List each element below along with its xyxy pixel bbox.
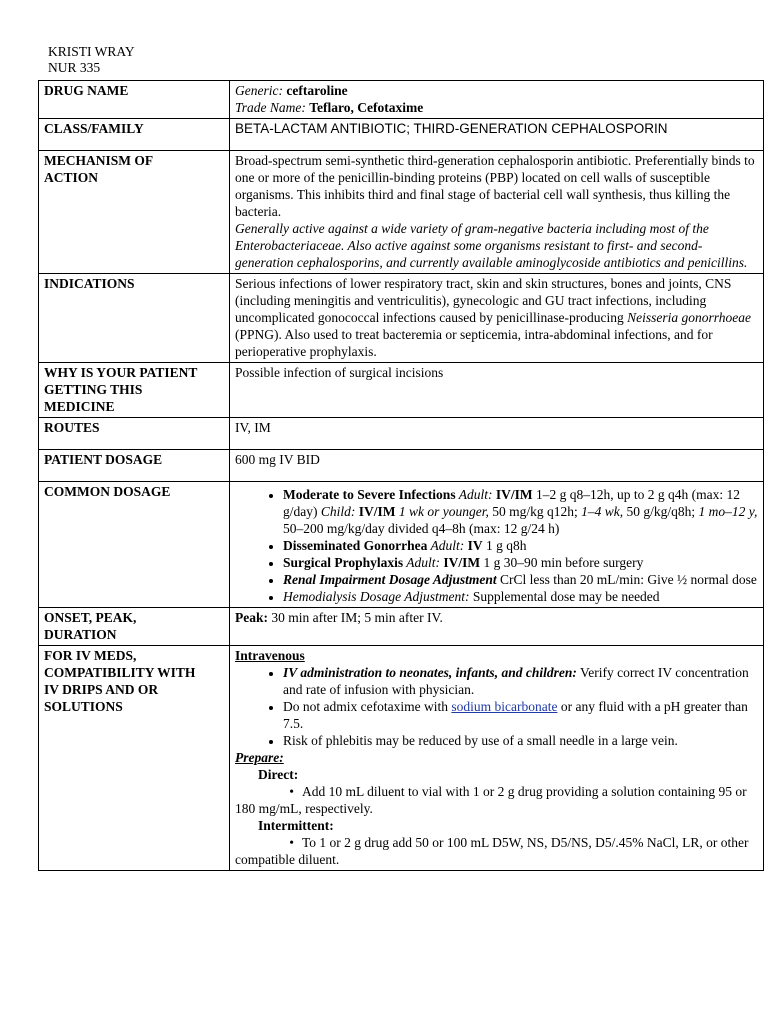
row-patient-dosage <box>39 450 764 482</box>
patient-dosage-value: 600 mg IV BID <box>230 450 764 482</box>
bullet-text: or any fluid with a pH greater than 7.5. <box>283 699 748 731</box>
dosage-title: Hemodialysis Dosage Adjustment: <box>283 589 470 604</box>
document-header <box>48 44 135 76</box>
indications-cell <box>230 274 764 363</box>
iv-bullet-list <box>235 664 758 749</box>
routes-value: IV, IM <box>230 418 764 450</box>
bullet-title: IV administration to neonates, infants, and children: <box>283 665 577 680</box>
dosage-title: Disseminated Gonorrhea <box>283 538 428 553</box>
row-onset <box>39 608 764 646</box>
row-label <box>39 151 230 274</box>
age-label: 1 mo–12 y, <box>698 504 758 519</box>
bullet-glyph: • <box>289 784 294 799</box>
label-line: MEDICINE <box>44 399 115 414</box>
row-label <box>39 608 230 646</box>
direct-paragraph <box>235 783 758 817</box>
dosage-item <box>283 537 758 554</box>
row-label: PATIENT DOSAGE <box>39 450 230 482</box>
row-label: COMMON DOSAGE <box>39 482 230 608</box>
bullet-text: Risk of phlebitis may be reduced by use of a small needle in a large vein. <box>283 733 678 748</box>
row-iv-meds <box>39 646 764 871</box>
student-name: KRISTI WRAY <box>48 44 135 59</box>
bullet-text: Verify correct IV concentration and rate of infusion with physician. <box>283 665 749 697</box>
section-heading: Intravenous <box>235 648 305 663</box>
common-dosage-cell <box>230 482 764 608</box>
generic-value: ceftaroline <box>286 83 348 98</box>
drug-name-cell <box>230 81 764 119</box>
intermittent-heading: Intermittent: <box>258 818 334 833</box>
adult-label: Adult: <box>403 555 441 570</box>
indications-text-2: (PPNG). Also used to treat bacteremia or septicemia, intra-abdominal infections, and for perioperative prophylaxis. <box>235 327 713 359</box>
dose-text: Supplemental dose may be needed <box>469 589 660 604</box>
label-line: ONSET, PEAK, <box>44 610 137 625</box>
label-line: GETTING THIS <box>44 382 143 397</box>
dose-text: CrCl less than 20 mL/min: Give ½ normal dose <box>496 572 757 587</box>
drug-card-table <box>38 80 764 871</box>
row-label: CLASS/FAMILY <box>39 119 230 151</box>
dose-text: 50 g/kg/q8h; <box>623 504 699 519</box>
dosage-item <box>283 588 758 605</box>
age-label: 1–4 wk, <box>581 504 624 519</box>
why-patient-value: Possible infection of surgical incisions <box>230 363 764 418</box>
bullet-glyph: • <box>289 835 294 850</box>
label-line: IV DRIPS AND OR <box>44 682 159 697</box>
generic-label: Generic: <box>235 83 283 98</box>
dosage-item <box>283 486 758 537</box>
onset-cell <box>230 608 764 646</box>
route-label: IV/IM <box>440 555 481 570</box>
trade-value: Teflaro, Cefotaxime <box>309 100 424 115</box>
intermittent-text: To 1 or 2 g drug add 50 or 100 mL D5W, NS, D5/NS, D5/.45% NaCl, LR, or other compatible diluent. <box>235 835 749 867</box>
iv-bullet-item <box>283 732 758 749</box>
intermittent-paragraph <box>235 834 758 868</box>
direct-heading: Direct: <box>258 767 299 782</box>
mechanism-italic-text: Generally active against a wide variety of gram-negative bacteria including most of the Enterobacteriaceae. Also active against some organisms resistant to first- and second-generation cephalosporins, and currently available aminoglycoside antibiotics and penicillins. <box>235 221 748 270</box>
dose-text: 50 mg/kg q12h; <box>488 504 582 519</box>
route-label: IV <box>464 538 483 553</box>
label-line: FOR IV MEDS, <box>44 648 137 663</box>
row-label: ROUTES <box>39 418 230 450</box>
row-label <box>39 646 230 871</box>
trade-label: Trade Name: <box>235 100 306 115</box>
trade-line <box>235 99 758 116</box>
route-label: IV/IM <box>358 504 396 519</box>
row-label: INDICATIONS <box>39 274 230 363</box>
label-line: MECHANISM OF <box>44 153 154 168</box>
dosage-item <box>283 571 758 588</box>
bullet-text: Do not admix cefotaxime with <box>283 699 452 714</box>
dose-text: 50–200 mg/kg/day divided q4–8h (max: 12 g/24 h) <box>283 521 560 536</box>
dose-text: 1–2 g q8–12h, up to 2 g q4h (max: 12 g/day) <box>283 487 740 519</box>
dosage-title: Renal Impairment Dosage Adjustment <box>283 572 497 587</box>
row-label: DRUG NAME <box>39 81 230 119</box>
organism-name: Neisseria gonorrhoeae <box>627 310 751 325</box>
indications-text-1: Serious infections of lower respiratory tract, skin and skin structures, bones and joints, CNS (including meningitis and ventriculitis), gynecologic and GU tract infections, including uncomplicated gonococcal infections caused by penicillinase-producing <box>235 276 732 325</box>
row-drug-name <box>39 81 764 119</box>
iv-meds-cell <box>230 646 764 871</box>
dose-text: 1 g 30–90 min before surgery <box>480 555 644 570</box>
row-class-family <box>39 119 764 151</box>
dosage-list <box>235 486 758 605</box>
age-label: 1 wk or younger, <box>395 504 489 519</box>
peak-label: Peak: <box>235 610 268 625</box>
dose-text: 1 g q8h <box>482 538 527 553</box>
mechanism-text: Broad-spectrum semi-synthetic third-generation cephalosporin antibiotic. Preferentially binds to one or more of the penicillin-binding proteins (PBP) located on cell walls of susceptible organisms. This inhibits third and final stage of bacterial cell wall synthesis, thus killing the bacteria. <box>235 153 755 219</box>
iv-bullet-item <box>283 698 758 732</box>
dosage-title: Moderate to Severe Infections <box>283 487 456 502</box>
class-family-value: BETA-LACTAM ANTIBIOTIC; THIRD-GENERATION CEPHALOSPORIN <box>230 119 764 151</box>
child-label: Child: <box>320 504 356 519</box>
adult-label: Adult: <box>455 487 496 502</box>
sodium-bicarbonate-link[interactable]: sodium bicarbonate <box>451 699 558 714</box>
dosage-title: Surgical Prophylaxis <box>283 555 404 570</box>
row-label <box>39 363 230 418</box>
label-line: COMPATIBILITY WITH <box>44 665 196 680</box>
peak-value: 30 min after IM; 5 min after IV. <box>268 610 443 625</box>
iv-bullet-item <box>283 664 758 698</box>
route-label: IV/IM <box>495 487 533 502</box>
label-line: SOLUTIONS <box>44 699 123 714</box>
mechanism-cell <box>230 151 764 274</box>
course-code: NUR 335 <box>48 60 101 75</box>
label-line: WHY IS YOUR PATIENT <box>44 365 198 380</box>
row-mechanism <box>39 151 764 274</box>
row-why-patient <box>39 363 764 418</box>
row-routes <box>39 418 764 450</box>
adult-label: Adult: <box>427 538 465 553</box>
prepare-heading: Prepare: <box>235 750 284 765</box>
dosage-item <box>283 554 758 571</box>
label-line: DURATION <box>44 627 117 642</box>
row-common-dosage <box>39 482 764 608</box>
generic-line <box>235 82 758 99</box>
label-line: ACTION <box>44 170 99 185</box>
direct-text: Add 10 mL diluent to vial with 1 or 2 g drug providing a solution containing 95 or 180 mg/mL, respectively. <box>235 784 747 816</box>
row-indications <box>39 274 764 363</box>
